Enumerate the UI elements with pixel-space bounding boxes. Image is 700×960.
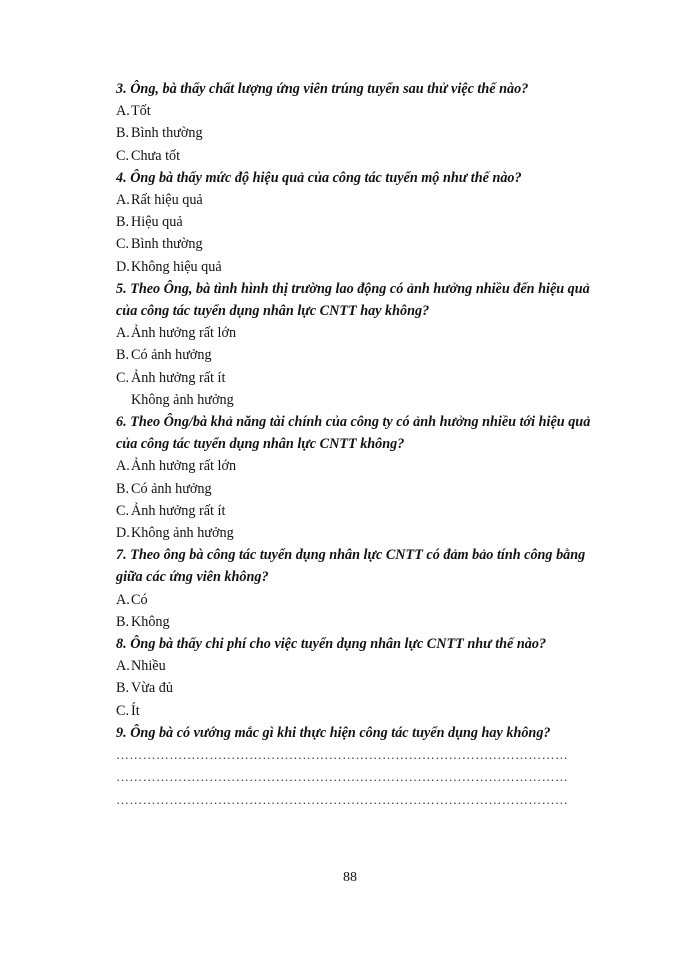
answer-option	[116, 189, 606, 211]
answer-option	[116, 677, 606, 699]
option-letter: A.	[116, 458, 130, 475]
answer-option	[116, 367, 606, 389]
option-text: Bình thường	[131, 125, 203, 142]
option-letter: D.	[116, 525, 130, 542]
question-8: 8. Ông bà thấy chi phí cho việc tuyển dụng nhân lực CNTT như thế nào?	[116, 636, 547, 653]
answer-option	[116, 100, 606, 122]
option-letter: A.	[116, 658, 130, 675]
questionnaire	[116, 78, 606, 811]
option-text: Không ảnh hưởng	[131, 525, 234, 542]
question-9: 9. Ông bà có vướng mắc gì khi thực hiện công tác tuyển dụng hay không?	[116, 724, 551, 741]
answer-option	[116, 145, 606, 167]
answer-line: …………………………………………………………………………………………	[116, 769, 569, 785]
option-letter: B.	[116, 125, 130, 142]
option-text: Hiệu quả	[131, 214, 183, 231]
answer-option	[116, 389, 606, 411]
option-text: Ảnh hưởng rất ít	[131, 369, 226, 386]
option-letter: B.	[116, 214, 130, 231]
answer-option	[116, 256, 606, 278]
option-text: Có	[131, 591, 148, 608]
option-text: Ảnh hưởng rất ít	[131, 502, 226, 519]
option-letter: A.	[116, 103, 130, 120]
option-letter: D.	[116, 258, 130, 275]
answer-option	[116, 344, 606, 366]
question-5: 5. Theo Ông, bà tình hình thị trường lao động có ảnh hưởng nhiều đến hiệu quả của công tác tuyển dụng nhân lực CNTT hay không?	[116, 280, 590, 320]
page-number: 88	[343, 870, 357, 885]
answer-option	[116, 122, 606, 144]
option-letter: C.	[116, 147, 130, 164]
answer-line: …………………………………………………………………………………………	[116, 747, 569, 763]
option-letter: B.	[116, 347, 130, 364]
option-letter: B.	[116, 680, 130, 697]
option-text: Nhiều	[131, 658, 166, 675]
option-letter: A.	[116, 325, 130, 342]
answer-option	[116, 700, 606, 722]
question-6: 6. Theo Ông/bà khả năng tài chính của công ty có ảnh hưởng nhiều tới hiệu quả của công tác tuyển dụng nhân lực CNTT không?	[116, 414, 591, 453]
option-letter: B.	[116, 480, 130, 497]
option-letter: A.	[116, 192, 130, 209]
option-text: Không ảnh hưởng	[131, 391, 234, 408]
option-letter: C.	[116, 369, 130, 386]
answer-option	[116, 322, 606, 344]
option-letter: C.	[116, 236, 130, 253]
option-text: Ảnh hưởng rất lớn	[131, 458, 237, 475]
option-letter: B.	[116, 613, 130, 630]
option-letter: C.	[116, 702, 130, 719]
option-text: Ít	[131, 702, 140, 719]
question-7: 7. Theo ông bà công tác tuyển dụng nhân lực CNTT có đảm bảo tính công bằng giữa các ứng viên không?	[116, 547, 586, 586]
option-text: Không hiệu quả	[131, 258, 222, 275]
answer-option	[116, 455, 606, 477]
option-text: Vừa đủ	[131, 680, 173, 697]
option-text: Bình thường	[131, 236, 203, 253]
option-text: Có ảnh hưởng	[131, 480, 212, 497]
answer-option	[116, 211, 606, 233]
option-text: Có ảnh hưởng	[131, 347, 212, 364]
answer-option	[116, 589, 606, 611]
option-text: Chưa tốt	[131, 147, 181, 164]
option-text: Tốt	[131, 103, 151, 120]
answer-option	[116, 233, 606, 255]
answer-line: …………………………………………………………………………………………	[116, 791, 569, 807]
option-text: Rất hiệu quả	[131, 192, 203, 209]
answer-option	[116, 522, 606, 544]
option-letter: A.	[116, 591, 130, 608]
question-3: 3. Ông, bà thấy chất lượng ứng viên trúng tuyển sau thử việc thế nào?	[116, 81, 529, 97]
answer-option	[116, 500, 606, 522]
question-4: 4. Ông bà thấy mức độ hiệu quả của công tác tuyển mộ như thế nào?	[116, 169, 522, 186]
answer-option	[116, 478, 606, 500]
answer-option	[116, 611, 606, 633]
option-text: Không	[131, 613, 170, 630]
answer-option	[116, 655, 606, 677]
option-text: Ảnh hưởng rất lớn	[131, 325, 237, 342]
option-letter: C.	[116, 502, 130, 519]
